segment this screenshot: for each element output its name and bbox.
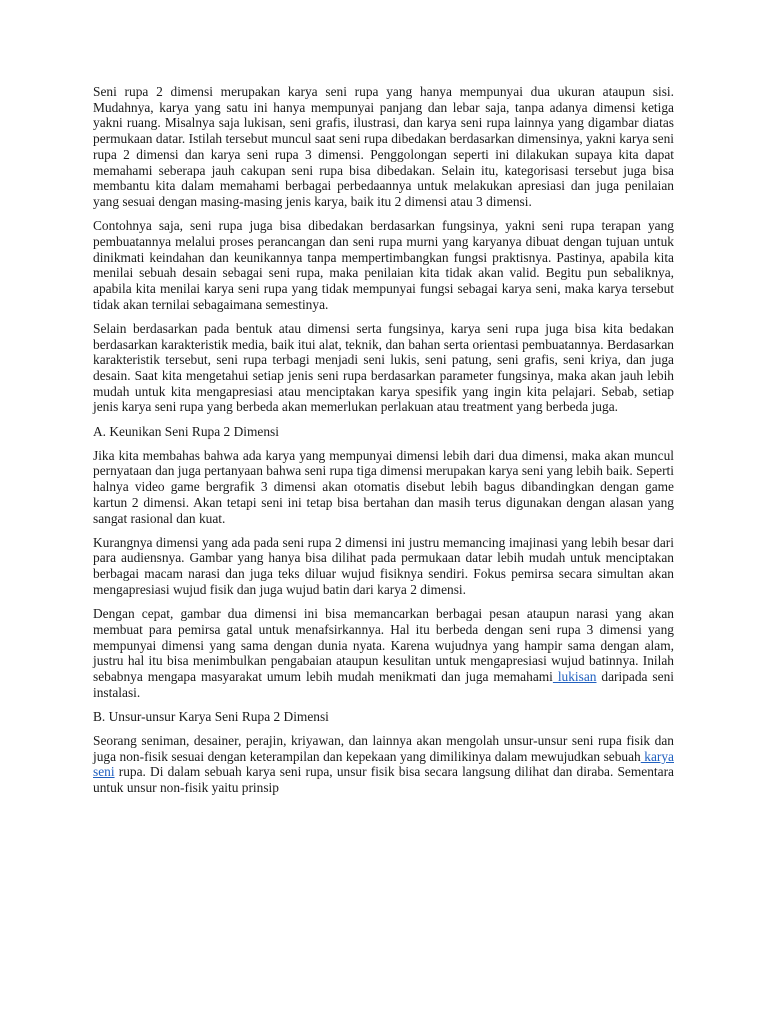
paragraph-function: Contohnya saja, seni rupa juga bisa dibedakan berdasarkan fungsinya, yakni seni rupa terapan yang pembuatannya melalui proses perancangan dan seni rupa murni yang karyanya dibuat dengan tujuan untuk dinikmati keindahan dan keunikannya tanpa mempertimbangkan fungsi praktisnya. Pastinya, apabila kita menilai sebuah desain sebagai seni rupa, maka penilaian kita tidak akan valid. Begitu pun sebaliknya, apabila kita menilai karya seni rupa yang tidak mempunyai fungsi sebagai karya seni, maka karya tersebut tidak akan ternilai sebagaimana semestinya.: [93, 218, 674, 312]
link-karya-seni[interactable]: karya seni: [93, 748, 674, 780]
paragraph-intro: Seni rupa 2 dimensi merupakan karya seni rupa yang hanya mempunyai dua ukuran ataupun sisi. Mudahnya, karya yang satu ini hanya mempunyai panjang dan lebar saja, tanpa adanya dimensi ketiga yakni ruang. Misalnya saja lukisan, seni grafis, ilustrasi, dan karya seni rupa lainnya yang digambar diatas permukaan datar. Istilah tersebut muncul saat seni rupa dibedakan berdasarkan dimensinya, yakni karya seni rupa 2 dimensi dan karya seni rupa 3 dimensi. Penggolongan seperti ini dilakukan supaya kita dapat memahami seberapa jauh cakupan seni rupa bisa dibedakan. Selain itu, kategorisasi tersebut juga bisa membantu kita dalam memahami berbagai perbedaannya untuk melakukan apresiasi dan juga penilaian yang sesuai dengan masing-masing jenis karya, baik itu 2 dimensi atau 3 dimensi.: [93, 84, 674, 209]
paragraph-elements: [93, 733, 674, 796]
heading-keunikan: A. Keunikan Seni Rupa 2 Dimensi: [93, 423, 279, 439]
document-body: [93, 84, 674, 804]
paragraph-elements-tail: rupa. Di dalam sebuah karya seni rupa, unsur fisik bisa secara langsung dilihat dan diraba. Sementara untuk unsur non-fisik yaitu prinsip: [93, 764, 674, 796]
paragraph-message-tail: daripada seni instalasi.: [93, 668, 674, 700]
paragraph-dimension-comparison: Jika kita membahas bahwa ada karya yang mempunyai dimensi lebih dari dua dimensi, maka akan muncul pernyataan dan juga pertanyaan bahwa seni rupa tiga dimensi merupakan karya seni yang lebih baik. Seperti halnya video game bergrafik 3 dimensi akan otomatis disebut lebih bagus dibandingkan dengan game kartun 2 dimensi. Akan tetapi seni ini tetap bisa bertahan dan masih terus digunakan dengan alasan yang sangat rasional dan kuat.: [93, 447, 674, 526]
paragraph-imagination: Kurangnya dimensi yang ada pada seni rupa 2 dimensi ini justru memancing imajinasi yang lebih besar dari para audiensnya. Gambar yang hanya bisa dilihat pada permukaan datar lebih mudah untuk menciptakan berbagai macam narasi dan juga teks diluar wujud fisiknya sendiri. Fokus pemirsa secara simultan akan mengapresiasi wujud fisik dan juga wujud batin dari karya 2 dimensi.: [93, 534, 674, 597]
paragraph-message: [93, 606, 674, 700]
heading-unsur: B. Unsur-unsur Karya Seni Rupa 2 Dimensi: [93, 708, 329, 724]
paragraph-media: Selain berdasarkan pada bentuk atau dimensi serta fungsinya, karya seni rupa juga bisa kita bedakan berdasarkan karakteristik media, baik itui alat, teknik, dan bahan serta orientasi pembuatannya. Berdasarkan karakteristik tersebut, seni rupa terbagi menjadi seni lukis, seni patung, seni grafis, seni kriya, dan juga desain. Saat kita mengetahui setiap jenis seni rupa berdasarkan parameter fungsinya, maka akan jauh lebih mudah untuk kita mengapresiasi atau menciptakan karya spesifik yang ingin kita pelajari. Sebab, setiap jenis karya seni rupa yang berbeda akan memerlukan perlakuan atau treatment yang berbeda juga.: [93, 320, 674, 415]
link-lukisan[interactable]: lukisan: [552, 668, 597, 684]
paragraph-elements-text: Seorang seniman, desainer, perajin, kriyawan, dan lainnya akan mengolah unsur-unsur seni rupa fisik dan juga non-fisik sesuai dengan keterampilan dan kepekaan yang dimilikinya dalam mewujudkan sebuah: [93, 733, 674, 764]
paragraph-message-text: Dengan cepat, gambar dua dimensi ini bisa memancarkan berbagai pesan ataupun narasi yang akan membuat para pemirsa gatal untuk menafsirkannya. Hal itu berbeda dengan seni rupa 3 dimensi yang mempunyai dimensi yang sama dengan dunia nyata. Karena wujudnya yang hampir sama dengan alam, justru hal itu bisa menimbulkan pengabaian ataupun kesulitan untuk mengapresiasi wujud batinnya. Inilah sebabnya mengapa masyarakat umum lebih mudah menikmati dan juga memahami: [93, 606, 674, 684]
